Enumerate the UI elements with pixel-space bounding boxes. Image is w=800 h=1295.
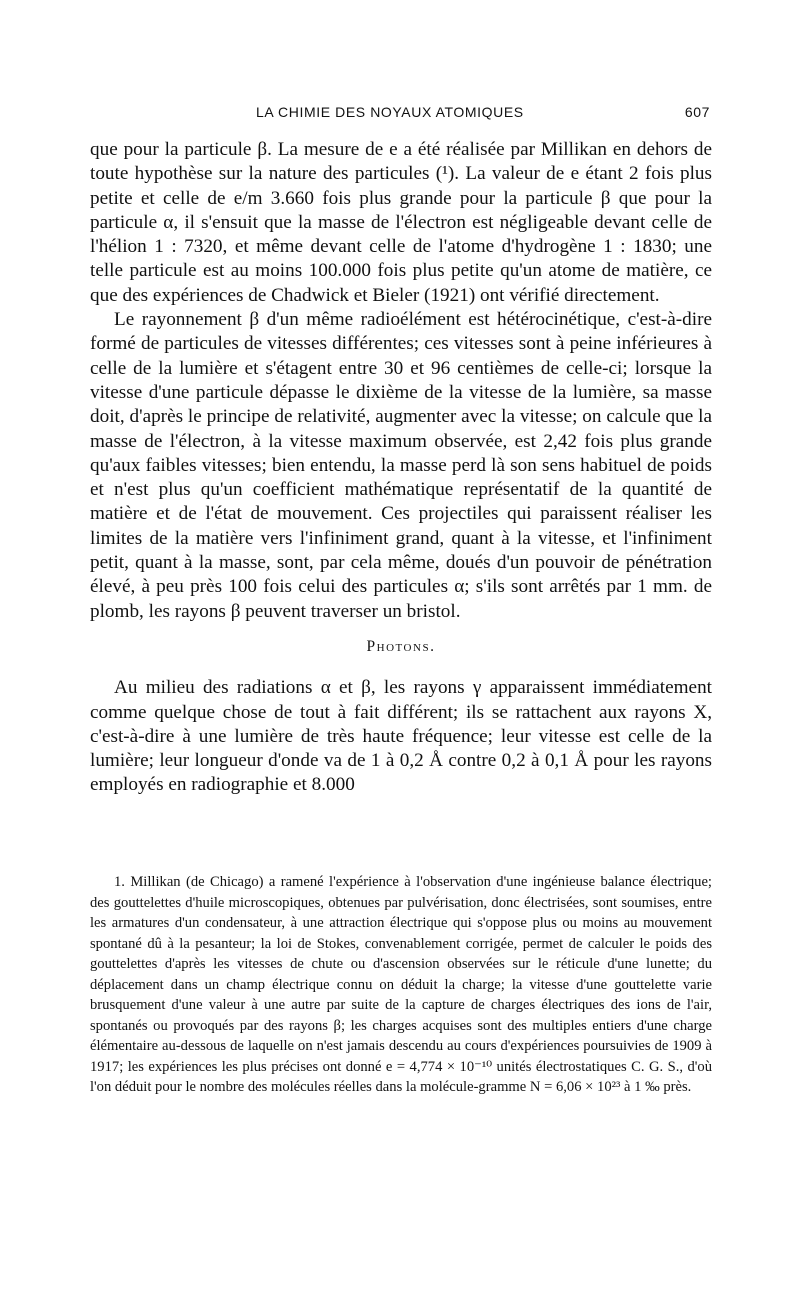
main-text — [90, 138, 712, 798]
section-heading: Photons. — [366, 637, 436, 655]
paragraph-beta-rays: Le rayonnement β d'un même radioélément est hétérocinétique, c'est-à-dire formé de particules de vitesses différentes; ces vitesses sont à peine inférieures à celle de la lumière et s'étagent entre 30 et 96 centièmes de celle-ci; lorsque la vitesse d'une particule dépasse le dixième de la vitesse de la lumière, sa masse doit, d'après le principe de relativité, augmenter avec la vitesse; on calcule que la masse de l'électron, à la vitesse maximum observée, est 2,42 fois plus grande qu'aux faibles vitesses; bien entendu, la masse perd là son sens habituel de poids et n'est plus qu'un coefficient mathématique représentatif de la quantité de matière et de l'état de mouvement. Ces projectiles qui paraissent réaliser les limites de la matière vers l'infiniment grand, quant à la vitesse, et l'infiniment petit, quant à la masse, sont, par cela même, doués d'un pouvoir de pénétration élevé, à peu près 100 fois celui des particules α; s'ils sont arrêtés par 1 mm. de plomb, les rayons β peuvent traverser un bristol. — [90, 309, 712, 622]
page-number: 607 — [684, 104, 710, 120]
paragraph-continued: que pour la particule β. La mesure de e a été réalisée par Millikan en dehors de toute hypothèse sur la nature des particules (¹). La valeur de e étant 2 fois plus petite et celle de e/m 3.660 fois plus grande pour la particule β que pour la particule α, il s'ensuit que la masse de l'électron est négligeable devant celle de l'hélion 1 : 7320, et même devant celle de l'atome d'hydrogène 1 : 1830; une telle particule est au moins 100.000 fois plus petite qu'un atome de matière, ce que des expériences de Chadwick et Bieler (1921) ont vérifié directement. — [90, 139, 712, 306]
paragraph-gamma-rays: Au milieu des radiations α et β, les rayons γ apparaissent immédiatement comme quelque chose de tout à fait différent; ils se rattachent aux rayons X, c'est-à-dire à une lumière de très haute fréquence; leur vitesse est celle de la lumière; leur longueur d'onde va de 1 à 0,2 Å contre 0,2 à 0,1 Å pour les rayons employés en radiographie et 8.000 — [90, 677, 712, 796]
footnote: 1. Millikan (de Chicago) a ramené l'expérience à l'observation d'une ingénieuse balance électrique; des gouttelettes d'huile microscopiques, obtenues par pulvérisation, donc électrisées, sont soumises, entre les armatures d'un condensateur, à une attraction électrique qui s'oppose plus ou moins au mouvement spontané dû à la pesanteur; la loi de Stokes, convenablement corrigée, permet de calculer le poids des gouttelettes d'après les vitesses de chute ou d'ascension observées sur le réticule d'une lunette; du déplacement dans un champ électrique connu on déduit la charge; la vitesse d'une gouttelette varie brusquement d'une valeur à une autre par suite de la capture de charges électriques des ions de l'air, spontanés ou provoqués par des rayons β; les charges acquises sont des multiples entiers d'une charge élémentaire au-dessous de laquelle on n'est jamais descendu au cours d'expériences poursuivies de 1909 à 1917; les expériences les plus précises ont donné e = 4,774 × 10⁻¹⁰ unités électrostatiques C. G. S., d'où l'on déduit pour le nombre des molécules réelles dans la molécule-gramme N = 6,06 × 10²³ à 1 ‰ près. — [90, 874, 712, 1095]
running-title: LA CHIMIE DES NOYAUX ATOMIQUES — [256, 104, 524, 120]
